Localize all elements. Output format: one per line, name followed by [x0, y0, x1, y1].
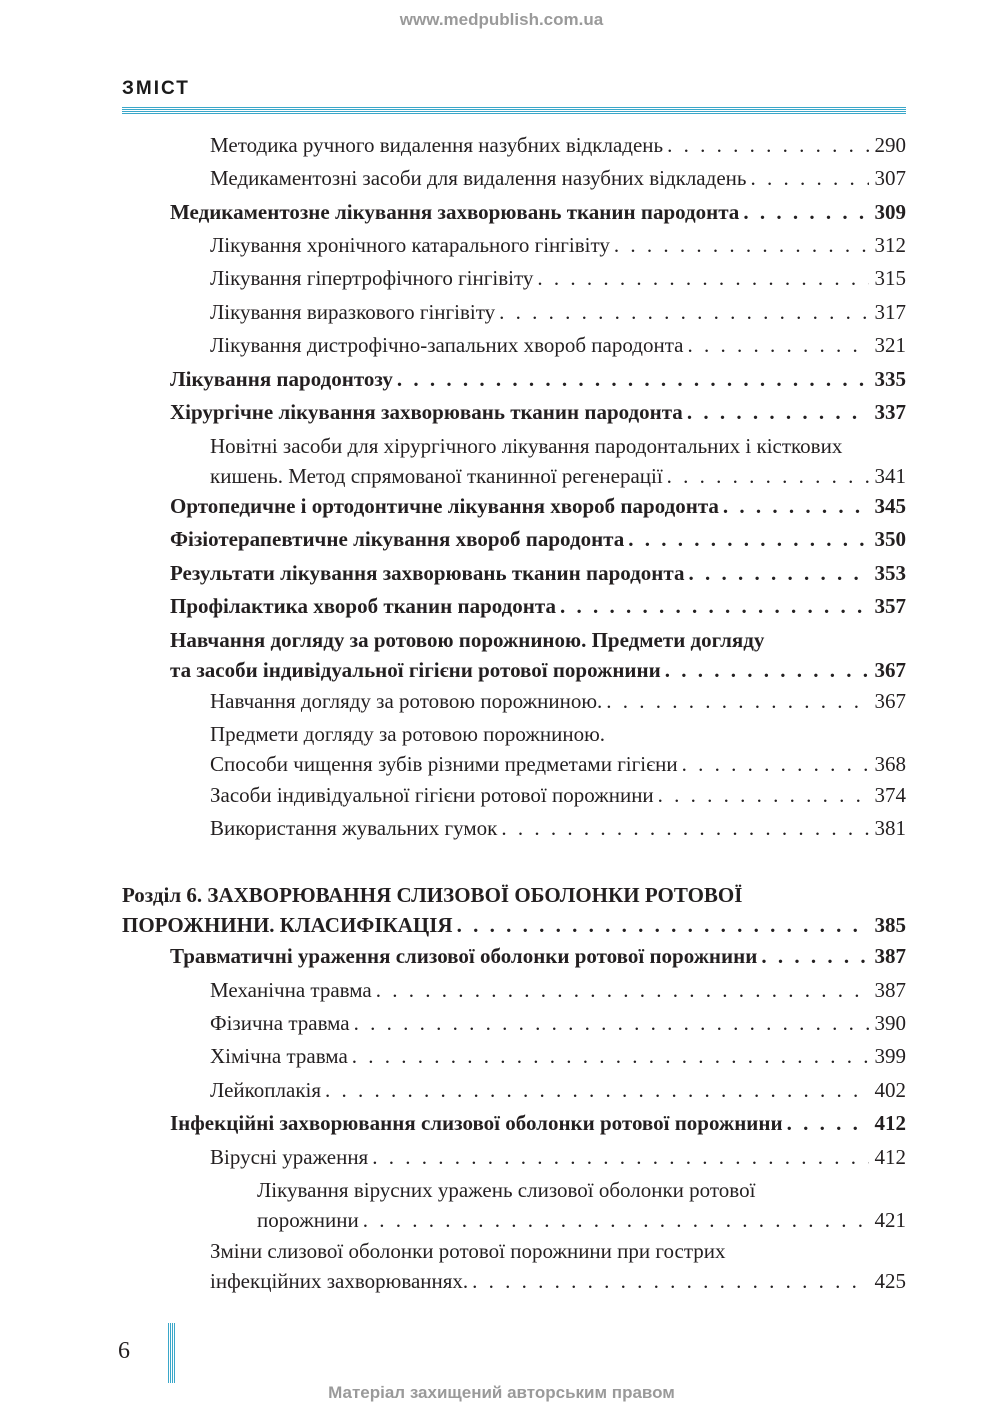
- dot-leader: [750, 163, 868, 193]
- toc-entry[interactable]: [170, 1108, 906, 1138]
- toc-entry[interactable]: [210, 1142, 906, 1172]
- toc-entry-title: Профілактика хвороб тканин пародонта: [170, 594, 556, 618]
- watermark-bottom: Матеріал захищений авторським правом: [328, 1383, 675, 1402]
- toc-entry-title: Медикаментозні засоби для видалення назубних відкладень: [210, 166, 747, 190]
- page-number: 6: [118, 1338, 130, 1364]
- dot-leader: [614, 230, 869, 260]
- dot-leader: [560, 591, 869, 621]
- toc-page-number: 368: [874, 752, 906, 776]
- dot-leader: [376, 975, 869, 1005]
- toc-entry-title: Результати лікування захворювань тканин пародонта: [170, 561, 685, 585]
- toc-entry[interactable]: [210, 130, 906, 160]
- toc-page-number: 353: [874, 561, 906, 585]
- dot-leader: [688, 558, 868, 588]
- header-rule: [122, 107, 906, 114]
- toc-entry-title: Способи чищення зубів різними предметами гігієни: [210, 752, 678, 776]
- toc-entry-title: Механічна травма: [210, 978, 372, 1002]
- toc-entry-title: Навчання догляду за ротовою порожниною.: [210, 689, 603, 713]
- toc-page-number: 387: [874, 978, 906, 1002]
- dot-leader: [457, 910, 869, 940]
- toc-entry-title: порожнини: [257, 1208, 359, 1232]
- toc-entry-title: Вірусні ураження: [210, 1145, 369, 1169]
- toc-entry-title-line: Розділ 6. ЗАХВОРЮВАННЯ СЛИЗОВОЇ ОБОЛОНКИ РОТОВОЇ: [122, 883, 743, 907]
- toc-page-number: 309: [874, 200, 906, 224]
- toc-page-number: 421: [874, 1208, 906, 1232]
- toc-entry[interactable]: [210, 330, 906, 360]
- toc-entry[interactable]: [210, 813, 906, 843]
- toc-entry-title: Лікування пародонтозу: [170, 367, 393, 391]
- dot-leader: [501, 813, 868, 843]
- toc-page-number: 402: [874, 1078, 906, 1102]
- toc-entry-title: Лікування виразкового гінгівіту: [210, 300, 496, 324]
- dot-leader: [687, 330, 868, 360]
- toc-entry[interactable]: [210, 719, 906, 779]
- dot-leader: [606, 686, 868, 716]
- toc-entry[interactable]: [170, 197, 906, 227]
- dot-leader: [325, 1075, 868, 1105]
- toc-page-number: 345: [874, 494, 906, 518]
- toc-entry-title-line: Навчання догляду за ротовою порожниною. Предмети догляду: [170, 628, 765, 652]
- toc-page-number: 337: [874, 400, 906, 424]
- toc-entry[interactable]: [170, 591, 906, 621]
- toc-entry[interactable]: [170, 397, 906, 427]
- toc-entry-title: Лікування гіпертрофічного гінгівіту: [210, 266, 534, 290]
- toc-entry-title: Медикаментозне лікування захворювань тканин пародонта: [170, 200, 740, 224]
- toc-entry-title: Фізіотерапевтичне лікування хвороб пародонта: [170, 527, 625, 551]
- toc-entry-title: Хірургічне лікування захворювань тканин пародонта: [170, 400, 683, 424]
- toc-page-number: 390: [874, 1011, 906, 1035]
- toc-entry[interactable]: [210, 163, 906, 193]
- toc-entry[interactable]: [170, 491, 906, 521]
- dot-leader: [628, 524, 868, 554]
- watermark-top: www.medpublish.com.ua: [399, 10, 604, 29]
- dot-leader: [665, 655, 869, 685]
- toc-page-number: 312: [874, 233, 906, 257]
- toc-entry-title: Використання жувальних гумок: [210, 816, 498, 840]
- toc-entry[interactable]: [170, 625, 906, 685]
- toc-page-number: 321: [874, 333, 906, 357]
- toc-entry-title: Лейкоплакія: [210, 1078, 322, 1102]
- dot-leader: [537, 263, 868, 293]
- dot-leader: [667, 461, 869, 491]
- toc-page-number: 367: [874, 658, 906, 682]
- toc-page-number: 335: [874, 367, 906, 391]
- toc-entry-title: Методика ручного видалення назубних відкладень: [210, 133, 664, 157]
- toc-page-number: 341: [874, 464, 906, 488]
- toc-entry-title: ПОРОЖНИНИ. КЛАСИФІКАЦІЯ: [122, 913, 453, 937]
- toc-entry[interactable]: [210, 230, 906, 260]
- toc-page-number: 307: [874, 166, 906, 190]
- toc-page-number: 367: [874, 689, 906, 713]
- toc-page-number: 381: [874, 816, 906, 840]
- section-title: ЗМІСТ: [122, 78, 190, 99]
- toc-page-number: 425: [874, 1269, 906, 1293]
- toc-entry[interactable]: [210, 1008, 906, 1038]
- toc-entry-title: Травматичні ураження слизової оболонки ротової порожнини: [170, 944, 758, 968]
- toc-entry[interactable]: [170, 941, 906, 971]
- toc-entry-title: Засоби індивідуальної гігієни ротової порожнини: [210, 783, 654, 807]
- toc-page-number: 357: [874, 594, 906, 618]
- dot-leader: [687, 397, 869, 427]
- dot-leader: [352, 1041, 869, 1071]
- dot-leader: [472, 1266, 868, 1296]
- toc-entry-title-line: Зміни слизової оболонки ротової порожнини при гострих: [210, 1239, 726, 1263]
- toc-entry-title: Фізична травма: [210, 1011, 350, 1035]
- dot-leader: [682, 749, 869, 779]
- toc-page-number: 290: [874, 133, 906, 157]
- toc-entry-title: Хімічна травма: [210, 1044, 348, 1068]
- dot-leader: [743, 197, 868, 227]
- toc-page-number: 317: [874, 300, 906, 324]
- toc-entry[interactable]: [170, 524, 906, 554]
- toc-entry-title: Лікування хронічного катарального гінгівіту: [210, 233, 610, 257]
- dot-leader: [761, 941, 868, 971]
- toc-entry[interactable]: [210, 263, 906, 293]
- dot-leader: [667, 130, 868, 160]
- toc-entry[interactable]: [257, 1175, 906, 1235]
- dot-leader: [363, 1205, 869, 1235]
- toc-page-number: 387: [874, 944, 906, 968]
- toc-entry[interactable]: [210, 686, 906, 716]
- toc-page-number: 385: [874, 913, 906, 937]
- toc-entry[interactable]: [210, 780, 906, 810]
- toc-entry-title-line: Предмети догляду за ротовою порожниною.: [210, 722, 606, 746]
- dot-leader: [658, 780, 869, 810]
- toc-entry[interactable]: [210, 297, 906, 327]
- toc-entry[interactable]: [170, 558, 906, 588]
- dot-leader: [787, 1108, 869, 1138]
- toc-entry-title: та засоби індивідуальної гігієни ротової порожнини: [170, 658, 661, 682]
- toc-entry-title: Інфекційні захворювання слизової оболонки ротової порожнини: [170, 1111, 783, 1135]
- toc-page-number: 412: [874, 1145, 906, 1169]
- toc-page-number: 412: [874, 1111, 906, 1135]
- toc-entry[interactable]: [210, 975, 906, 1005]
- toc-entry[interactable]: [210, 1075, 906, 1105]
- toc-entry-title: Лікування дистрофічно-запальних хвороб пародонта: [210, 333, 684, 357]
- dot-leader: [723, 491, 869, 521]
- toc-entry[interactable]: [210, 1041, 906, 1071]
- toc-page-number: 350: [874, 527, 906, 551]
- dot-leader: [397, 364, 869, 394]
- toc-entry-title-line: Лікування вірусних уражень слизової оболонки ротової: [257, 1178, 756, 1202]
- footer-rule: [168, 1323, 175, 1383]
- toc-entry-title-line: Новітні засоби для хірургічного лікування пародонтальних і кісткових: [210, 434, 843, 458]
- toc-entry[interactable]: [210, 431, 906, 491]
- toc-entry[interactable]: [210, 1236, 906, 1296]
- toc-page-number: 374: [874, 783, 906, 807]
- toc-entry[interactable]: [170, 364, 906, 394]
- dot-leader: [499, 297, 868, 327]
- toc-entry[interactable]: [122, 880, 906, 940]
- dot-leader: [372, 1142, 868, 1172]
- toc-entry-title: Ортопедичне і ортодонтичне лікування хвороб пародонта: [170, 494, 719, 518]
- toc-page-number: 399: [874, 1044, 906, 1068]
- toc-entry-title: кишень. Метод спрямованої тканинної регенерації: [210, 464, 663, 488]
- dot-leader: [354, 1008, 869, 1038]
- toc-page-number: 315: [874, 266, 906, 290]
- toc-entry-title: інфекційних захворюваннях.: [210, 1269, 469, 1293]
